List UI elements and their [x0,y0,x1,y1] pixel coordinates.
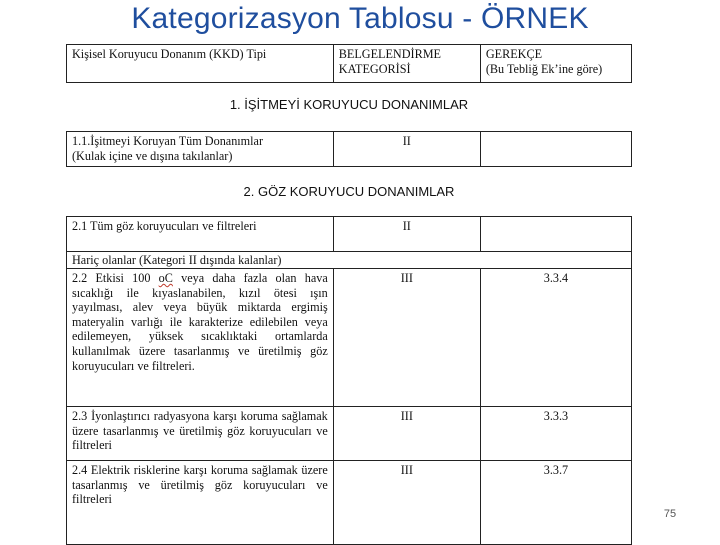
row-type-cell [67,269,334,407]
row-reason-cell [480,217,631,252]
document-page [66,44,632,540]
section1-heading: 1. İŞİTMEYİ KORUYUCU DONANIMLAR [229,97,469,112]
row-type-rest: veya daha fazla olan hava sıcaklığı ile kıyaslanabilen, kızıl ötesi ışın yayılması, alev veya büyük miktarda ergimiş materyalin varlığı ile karakterize edilebilen veya edilemeyen, yüksek sıcaklıktaki ortamlarda kullanılmak üzere tasarlanmış ve üretilmiş göz koruyucuları ve filtreleri. [72,271,328,373]
header-col-reason [480,45,631,83]
table-row [67,269,632,407]
row-category-cell: III [333,461,480,545]
header-col-category [333,45,480,83]
header-reason-line1: GEREKÇE [485,47,543,61]
table-row [67,217,632,252]
header-col-type: Kişisel Koruyucu Donanım (KKD) Tipi [67,45,334,83]
row-category-cell: II [333,217,480,252]
exceptions-label: Hariç olanlar (Kategori II dışında kalanlar) [67,252,632,269]
table-row [67,407,632,461]
row-type-cell: 2.1 Tüm göz koruyucuları ve filtreleri [67,217,334,252]
row-type-line2: (Kulak içine ve dışına takılanlar) [72,148,233,163]
header-category-line2: KATEGORİSİ [338,61,411,76]
header-category-line1: BELGELENDİRME [338,47,441,61]
page-number: 75 [663,508,677,520]
slide-title: Kategorizasyon Tablosu - ÖRNEK [131,2,589,35]
row-type-cell: 2.4 Elektrik risklerine karşı koruma sağlamak üzere tasarlanmış ve üretilmiş göz koruyucuları ve filtreleri [67,461,334,545]
row-reason-cell [480,132,631,167]
table-row [67,461,632,545]
row-category-cell: III [333,269,480,407]
table-row [67,252,632,269]
header-reason-line2: (Bu Tebliğ Ek’ine göre) [485,61,603,76]
row-type-line1: 1.1.İşitmeyi Koruyan Tüm Donanımlar [72,134,264,148]
section2-table [66,216,632,545]
row-type-prefix: 2.2 Etkisi 100 [72,271,159,285]
table-row [67,132,632,167]
row-type-cell [67,132,334,167]
row-reason-cell: 3.3.4 [480,269,631,407]
temperature-unit: oC [158,271,173,285]
header-table [66,44,632,83]
row-reason-cell: 3.3.3 [480,407,631,461]
row-category-cell: III [333,407,480,461]
row-category-cell: II [333,132,480,167]
row-reason-cell: 3.3.7 [480,461,631,545]
section1-table [66,131,632,167]
row-type-cell: 2.3 İyonlaştırıcı radyasyona karşı koruma sağlamak üzere tasarlanmış ve üretilmiş göz koruyucuları ve filtreleri [67,407,334,461]
section2-heading: 2. GÖZ KORUYUCU DONANIMLAR [243,184,455,199]
